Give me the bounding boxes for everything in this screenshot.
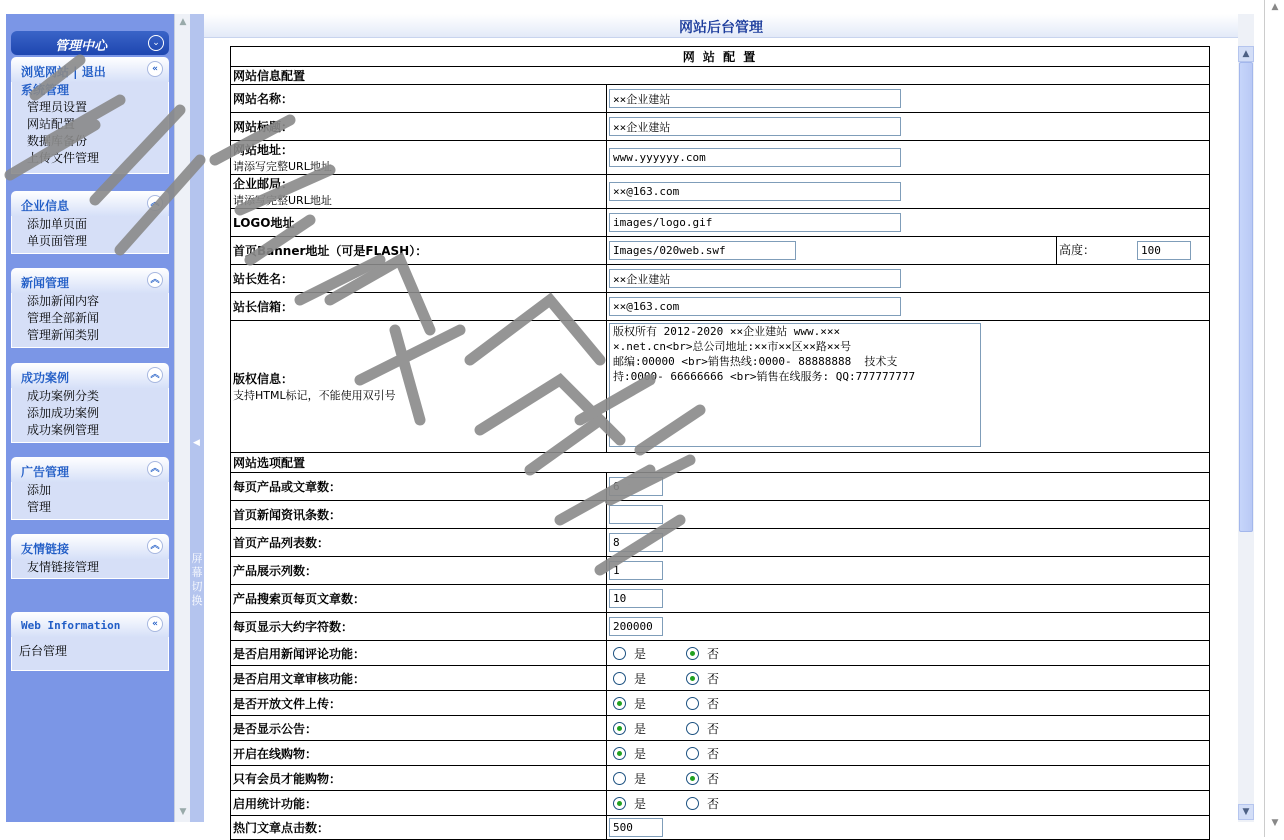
sidebar-header [11,31,169,55]
field-label: 是否开放文件上传： [231,691,607,716]
menu-body-news [11,293,169,348]
radio-no[interactable] [686,697,699,710]
menu-group-title: 广告管理 [21,465,70,479]
page-scrollbar[interactable] [1264,0,1284,837]
radio-yes-label: 是 [634,721,647,736]
table-row [231,766,1210,791]
table-row [231,585,1210,613]
menu-item[interactable]: 添加新闻内容 [27,294,100,308]
table-row [231,265,1210,293]
search-per-page-input[interactable] [609,589,663,608]
height-input[interactable] [1137,241,1191,260]
menu-group-cases[interactable] [11,363,169,388]
field-label: 网站名称： [231,85,607,113]
field-label: 只有会员才能购物： [231,766,607,791]
menu-item[interactable]: 管理员设置 [27,100,88,114]
field-label: 首页新闻资讯条数： [231,501,607,529]
screen-toggle-label[interactable]: 屏幕切换 [191,552,203,607]
menu-group-title: 新闻管理 [21,276,70,290]
menu-body-company [11,216,169,254]
collapse-icon[interactable]: ⌄ [148,35,164,51]
radio-no[interactable] [686,747,699,760]
menu-group-webinfo[interactable] [11,612,169,637]
radio-group [607,691,1210,716]
menu-group-title: 系统管理 [21,83,70,97]
table-row [231,529,1210,557]
product-columns-input[interactable] [609,561,663,580]
menu-item[interactable]: 友情链接管理 [27,560,100,574]
menu-group-ads[interactable] [11,457,169,482]
menu-group-title: 企业信息 [21,199,70,213]
table-row [231,613,1210,641]
table-row [231,641,1210,666]
sidebar-title: 管理中心 [55,39,108,54]
field-label-cell [231,321,607,453]
table-row [231,741,1210,766]
field-label: 每页显示大约字符数： [231,613,607,641]
table-row [231,321,1210,453]
field-label: 每页产品或文章数： [231,473,607,501]
radio-no[interactable] [686,797,699,810]
field-label: 是否启用新闻评论功能： [231,641,607,666]
radio-group [607,716,1210,741]
field-label: 首页Banner地址（可是FLASH）： [231,237,607,265]
menu-group-title: 成功案例 [21,371,70,385]
field-label: 首页产品列表数： [231,529,607,557]
radio-yes-label: 是 [634,671,647,686]
menu-item[interactable]: 单页面管理 [27,234,88,248]
table-row [231,113,1210,141]
char-count-input[interactable] [609,617,663,636]
page-title: 网站后台管理 [679,20,763,36]
table-title: 网 站 配 置 [231,47,1210,67]
menu-item[interactable]: 成功案例分类 [27,389,100,403]
title-bar [204,14,1238,38]
screen-toggle-bar[interactable] [190,14,204,822]
radio-group [607,766,1210,791]
field-label: 是否显示公告： [231,716,607,741]
field-label: 启用统计功能： [231,791,607,816]
field-label: 网站标题： [231,113,607,141]
site-name-input[interactable] [609,89,901,108]
height-cell [1057,237,1210,265]
table-row [231,557,1210,585]
table-row [231,501,1210,529]
banner-input[interactable] [609,241,796,260]
scroll-up-icon[interactable]: ▲ [1271,2,1279,12]
table-row [231,141,1210,175]
height-label: 高度： [1059,243,1096,257]
menu-body-cases [11,388,169,443]
radio-yes[interactable] [613,697,626,710]
radio-yes[interactable] [613,797,626,810]
scroll-down-icon[interactable]: ▼ [1271,818,1279,828]
copyright-textarea[interactable] [609,323,981,447]
menu-body-ads [11,482,169,520]
radio-yes[interactable] [613,772,626,785]
radio-no-label: 否 [707,746,720,761]
field-label: 网站地址： [233,143,294,157]
scroll-up-icon[interactable]: ▲ [1238,46,1254,62]
table-row [231,293,1210,321]
section-options: 网站选项配置 [231,453,1210,473]
field-label: 站长信箱： [231,293,607,321]
field-label: 产品搜索页每页文章数： [231,585,607,613]
per-page-input[interactable] [609,477,663,496]
sidebar-links[interactable]: 浏览网站 | 退出 [21,65,106,79]
field-hint: 请添写完整URL地址 [233,194,332,207]
scroll-thumb[interactable] [1239,62,1253,532]
radio-group [607,641,1210,666]
radio-yes[interactable] [613,722,626,735]
field-label: 企业邮局： [233,177,294,191]
radio-no[interactable] [686,647,699,660]
radio-yes-label: 是 [634,771,647,786]
table-row [231,237,1210,265]
hot-article-input[interactable] [609,818,663,837]
main-scrollbar[interactable] [1238,14,1254,822]
menu-body-links [11,559,169,579]
logo-input[interactable] [609,213,901,232]
scroll-down-icon[interactable]: ▼ [179,807,187,817]
field-hint: 请添写完整URL地址 [233,160,332,173]
menu-item[interactable]: 数据库备份 [27,134,88,148]
radio-yes[interactable] [613,672,626,685]
scroll-up-icon[interactable]: ▲ [179,17,187,27]
table-row [231,175,1210,209]
radio-yes-label: 是 [634,696,647,711]
radio-yes-label: 是 [634,746,647,761]
table-row [231,791,1210,816]
email-input[interactable] [609,182,901,201]
home-news-input[interactable] [609,505,663,524]
sidebar [6,14,174,822]
table-row [231,209,1210,237]
double-chevron-icon[interactable]: « [147,616,163,632]
menu-group-news[interactable] [11,268,169,293]
radio-group [607,666,1210,691]
menu-body-webinfo [11,637,169,671]
field-label: 是否启用文章审核功能： [231,666,607,691]
radio-no[interactable] [686,722,699,735]
chevron-up-icon[interactable]: ︽ [147,367,163,383]
chevron-up-icon[interactable]: ︽ [147,538,163,554]
menu-group-title: 友情链接 [21,542,70,556]
menu-item[interactable]: 上传文件管理 [27,151,100,165]
field-label: 开启在线购物： [231,741,607,766]
radio-no-label: 否 [707,646,720,661]
radio-no[interactable] [686,672,699,685]
field-hint: 支持HTML标记，不能使用双引号 [233,389,396,402]
radio-group [607,791,1210,816]
menu-body-system [11,82,169,174]
section-info: 网站信息配置 [231,67,1210,85]
field-label: 热门文章点击数： [231,816,607,840]
menu-item[interactable]: 添加单页面 [27,217,88,231]
field-label-cell [231,175,607,209]
field-label-cell [231,141,607,175]
radio-no-label: 否 [707,771,720,786]
field-label: LOGO地址 [231,209,607,237]
menu-item[interactable]: 管理 [27,500,52,514]
scroll-down-icon[interactable]: ▼ [1238,804,1254,820]
chevron-up-icon[interactable]: ︽ [147,195,163,211]
radio-no-label: 否 [707,721,720,736]
table-row [231,666,1210,691]
radio-no-label: 否 [707,696,720,711]
double-chevron-icon[interactable]: « [147,61,163,77]
table-row [231,716,1210,741]
table-row [231,816,1210,840]
radio-yes-label: 是 [634,646,647,661]
site-url-input[interactable] [609,148,901,167]
menu-item[interactable]: 网站配置 [27,117,76,131]
radio-no-label: 否 [707,796,720,811]
triangle-left-icon[interactable]: ◀ [193,438,200,448]
radio-yes[interactable] [613,647,626,660]
menu-item[interactable]: 后台管理 [19,644,68,658]
menu-group-links[interactable] [11,534,169,559]
menu-item[interactable]: 管理全部新闻 [27,311,100,325]
config-table [230,46,1210,840]
menu-group-title: Web Information [21,619,121,632]
radio-no[interactable] [686,772,699,785]
sidebar-scrollbar[interactable] [174,14,190,822]
radio-group [607,741,1210,766]
admin-name-input[interactable] [609,269,901,288]
radio-yes[interactable] [613,747,626,760]
radio-no-label: 否 [707,671,720,686]
menu-item[interactable]: 管理新闻类别 [27,328,100,342]
chevron-up-icon[interactable]: ︽ [147,272,163,288]
table-row [231,691,1210,716]
radio-yes-label: 是 [634,796,647,811]
chevron-up-icon[interactable]: ︽ [147,461,163,477]
field-label: 站长姓名： [231,265,607,293]
field-label: 产品展示列数： [231,557,607,585]
menu-item[interactable]: 添加成功案例 [27,406,100,420]
table-row [231,85,1210,113]
menu-item[interactable]: 添加 [27,483,52,497]
field-label: 版权信息： [233,372,294,386]
menu-group-company[interactable] [11,191,169,216]
menu-group-system[interactable] [11,57,169,82]
home-products-input[interactable] [609,533,663,552]
site-title-input[interactable] [609,117,901,136]
menu-item[interactable]: 成功案例管理 [27,423,100,437]
main-content [204,14,1238,835]
table-row [231,473,1210,501]
admin-email-input[interactable] [609,297,901,316]
